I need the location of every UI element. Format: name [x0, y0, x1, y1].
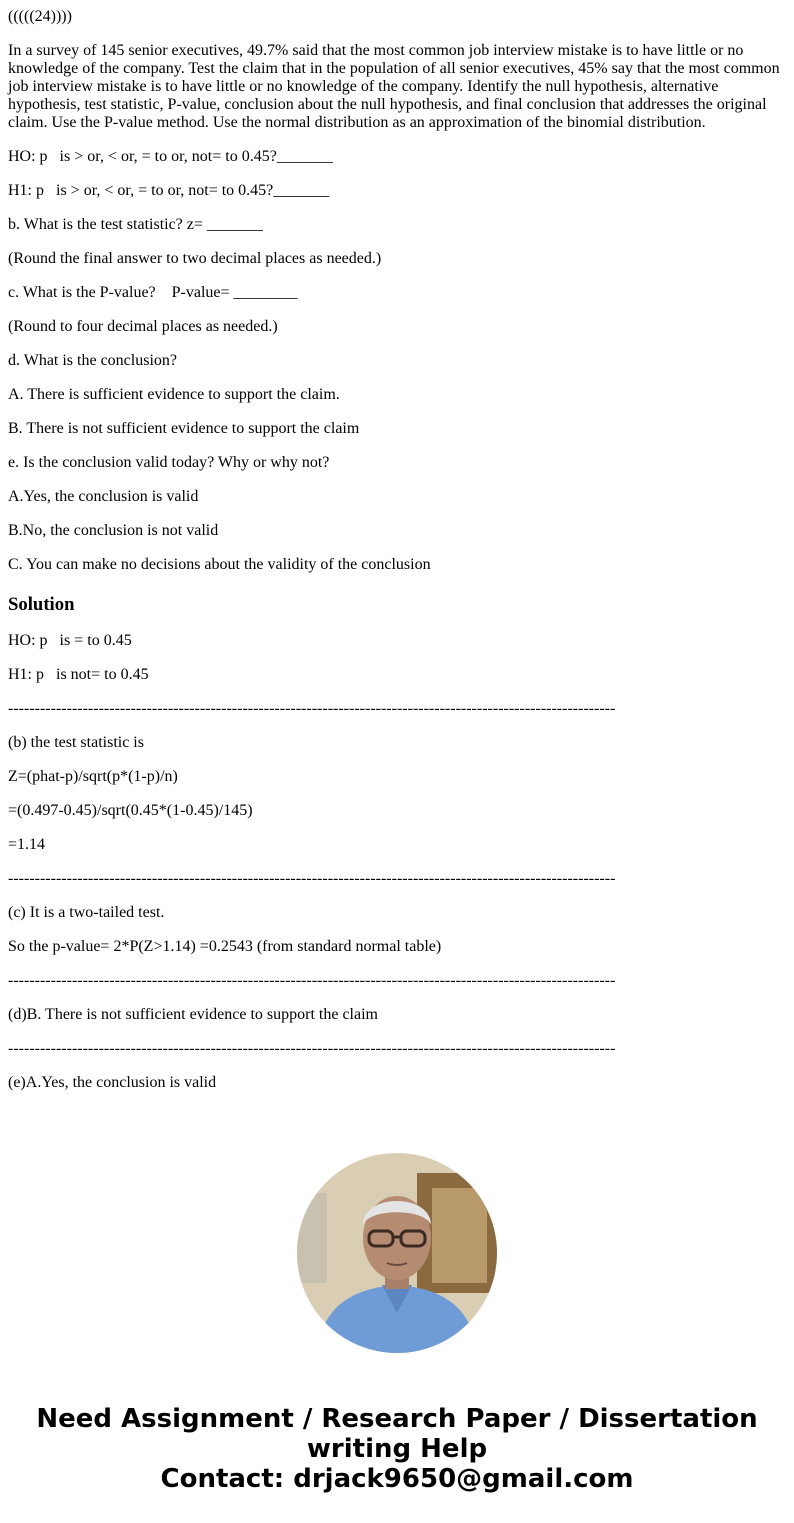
footer-contact: [0, 1404, 794, 1494]
footer-line-1: Need Assignment / Research Paper / Dissertation: [36, 1404, 758, 1434]
question-heading: (((((24)))): [8, 8, 72, 25]
solution-d-answer: (d)B. There is not sufficient evidence to support the claim: [8, 1006, 378, 1023]
solution-e-answer: (e)A.Yes, the conclusion is valid: [8, 1074, 217, 1091]
solution-c-intro: (c) It is a two-tailed test.: [8, 904, 165, 921]
divider: ------------------------------------------------------------------------------------------------------------------: [8, 870, 616, 887]
question-e: e. Is the conclusion valid today? Why or why not?: [8, 454, 330, 471]
question-h1: H1: p is > or, < or, = to or, not= to 0.45?_______: [8, 182, 330, 199]
question-b-note: (Round the final answer to two decimal places as needed.): [8, 250, 382, 267]
solution-b-intro: (b) the test statistic is: [8, 734, 144, 751]
solution-heading: Solution: [8, 594, 75, 615]
question-c-note: (Round to four decimal places as needed.): [8, 318, 278, 335]
question-e-option-b: B.No, the conclusion is not valid: [8, 522, 219, 539]
question-h0: HO: p is > or, < or, = to or, not= to 0.45?_______: [8, 148, 333, 165]
question-e-option-a: A.Yes, the conclusion is valid: [8, 488, 199, 505]
divider: ------------------------------------------------------------------------------------------------------------------: [8, 700, 616, 717]
document-body: [8, 8, 784, 1108]
solution-h0: HO: p is = to 0.45: [8, 632, 132, 649]
question-d: d. What is the conclusion?: [8, 352, 177, 369]
question-prompt: In a survey of 145 senior executives, 49.7% said that the most common job interview mistake is to have little or no knowledge of the company. Test the claim that in the population of all senior executives, 45% say that the most common job interview mistake is to have little or no knowledge of the company. Identify the null hypothesis, alternative hypothesis, test statistic, P-value, conclusion about the null hypothesis, and final conclusion that addresses the original claim. Use the P-value method. Use the normal distribution as an approximation of the binomial distribution.: [8, 42, 784, 131]
footer-line-3: Contact: drjack9650@gmail.com: [160, 1464, 634, 1494]
divider: ------------------------------------------------------------------------------------------------------------------: [8, 1040, 616, 1057]
portrait-wall-panel: [432, 1188, 487, 1283]
question-d-option-b: B. There is not sufficient evidence to support the claim: [8, 420, 360, 437]
solution-b-result: =1.14: [8, 836, 46, 853]
footer-line-2: writing Help: [306, 1434, 488, 1464]
question-c: c. What is the P-value? P-value= ________: [8, 284, 298, 301]
question-e-option-c: C. You can make no decisions about the validity of the conclusion: [8, 556, 431, 573]
solution-h1: H1: p is not= to 0.45: [8, 666, 149, 683]
portrait-illustration: [297, 1153, 497, 1353]
solution-c-result: So the p-value= 2*P(Z>1.14) =0.2543 (from standard normal table): [8, 938, 442, 955]
divider: ------------------------------------------------------------------------------------------------------------------: [8, 972, 616, 989]
portrait-door: [297, 1193, 327, 1283]
question-b: b. What is the test statistic? z= _______: [8, 216, 263, 233]
question-d-option-a: A. There is sufficient evidence to support the claim.: [8, 386, 340, 403]
author-portrait: [297, 1153, 497, 1353]
solution-b-formula: Z=(phat-p)/sqrt(p*(1-p)/n): [8, 768, 178, 785]
solution-b-substitution: =(0.497-0.45)/sqrt(0.45*(1-0.45)/145): [8, 802, 253, 819]
